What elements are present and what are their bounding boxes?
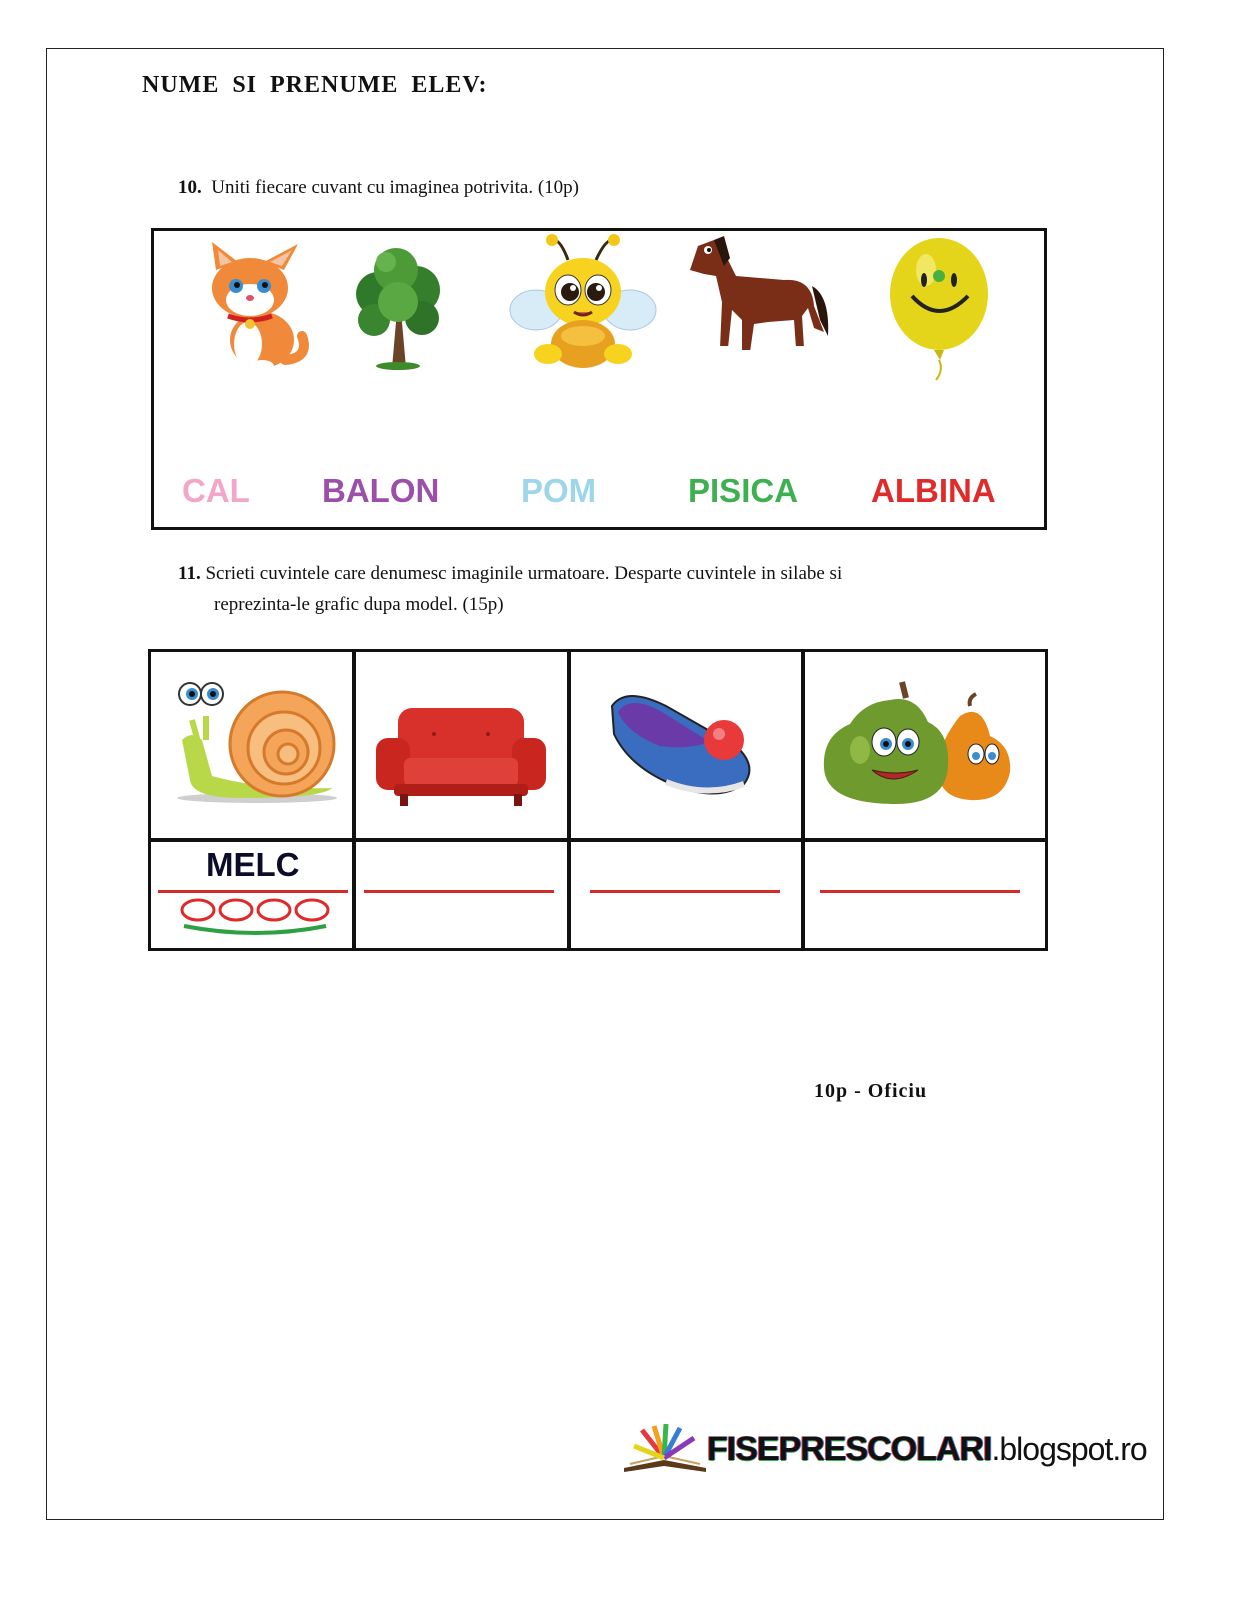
horse-icon <box>684 236 830 364</box>
bee-icon <box>508 232 658 372</box>
answer-line-model <box>158 890 348 893</box>
exercise-10-instruction <box>178 172 579 203</box>
table-divider <box>148 838 1048 842</box>
cat-icon <box>200 240 310 372</box>
word-pom: POM <box>521 472 597 509</box>
exercise-10-text: Uniti fiecare cuvant cu imaginea potrivita. (10p) <box>211 177 579 198</box>
student-name-label: NUME SI PRENUME ELEV: <box>142 72 488 98</box>
exercise-10-number: 10. <box>178 177 202 198</box>
tree-icon <box>348 242 448 370</box>
oficiu-points: 10p - Oficiu <box>814 1080 928 1102</box>
table-divider <box>567 649 571 951</box>
exercise-11-text-line1: Scrieti cuvintele care denumesc imaginile urmatoare. Desparte cuvintele in silabe si <box>205 563 843 584</box>
balloon-icon <box>888 236 990 384</box>
slipper-icon <box>606 686 758 802</box>
table-divider <box>352 649 356 951</box>
book-logo-icon <box>622 1424 708 1476</box>
exercise-11-text-line2: reprezinta-le grafic dupa model. (15p) <box>214 594 504 615</box>
model-word: MELC <box>206 846 300 883</box>
word-pisica: PISICA <box>688 472 799 509</box>
logo-domain: .blogspot.ro <box>991 1431 1147 1467</box>
pear-icon <box>820 676 1016 806</box>
word-albina: ALBINA <box>871 472 996 509</box>
table-divider <box>801 649 805 951</box>
site-logo <box>707 1430 1147 1469</box>
exercise-11-number: 11. <box>178 563 201 584</box>
logo-brand: FISEPRESCOLARI <box>707 1430 992 1468</box>
word-balon: BALON <box>322 472 440 509</box>
word-cal: CAL <box>182 472 250 509</box>
snail-icon <box>172 680 342 804</box>
sofa-icon <box>374 704 548 808</box>
syllable-circles <box>176 896 336 938</box>
answer-line-sofa[interactable] <box>364 890 554 893</box>
answer-line-slipper[interactable] <box>590 890 780 893</box>
answer-line-pear[interactable] <box>820 890 1020 893</box>
exercise-11-instruction <box>178 558 1058 620</box>
